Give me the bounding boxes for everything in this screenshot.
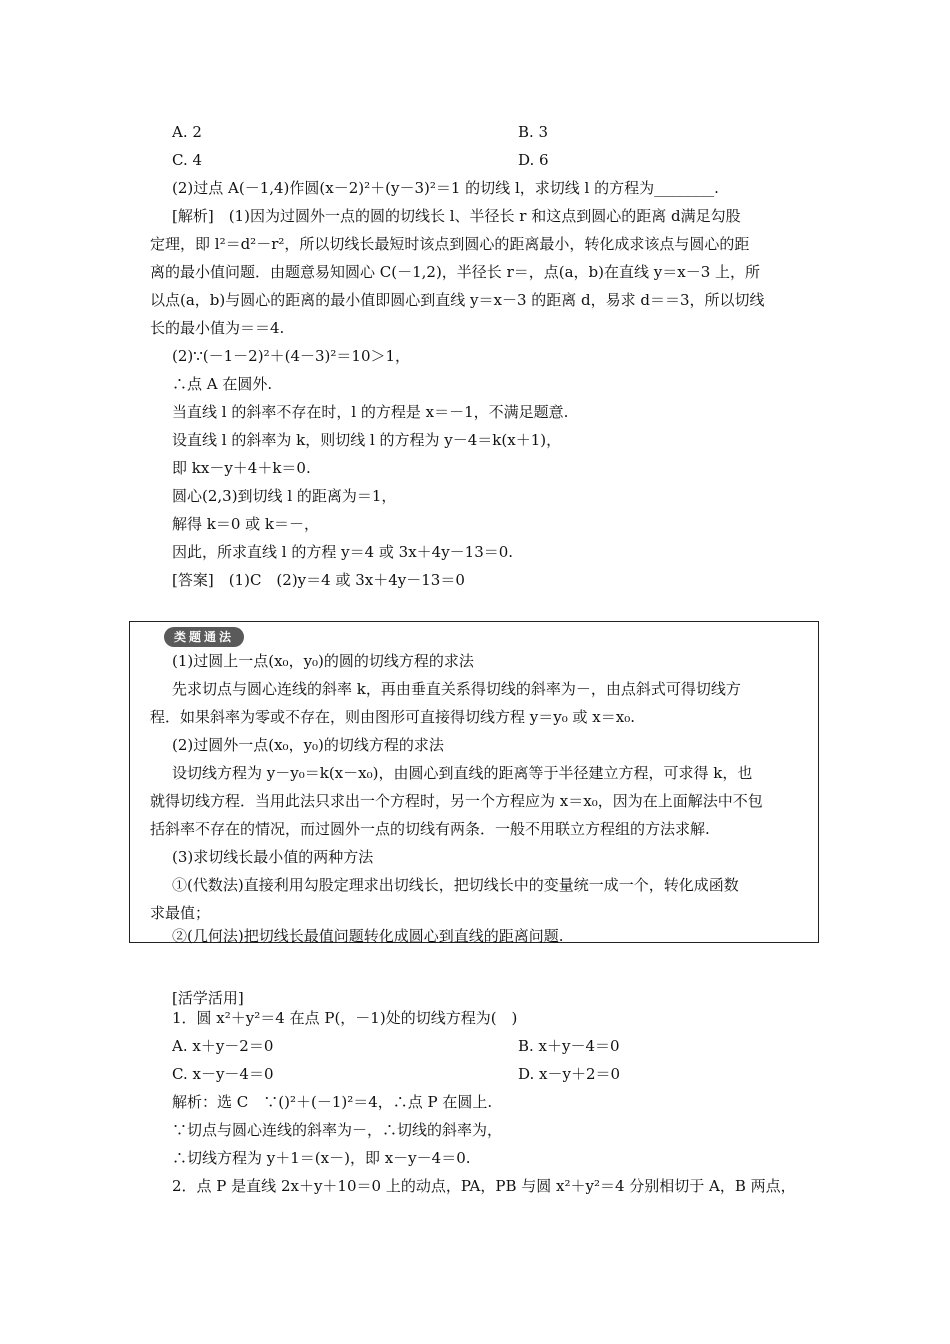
- analysis-line: 长的最小值为＝＝4.: [150, 319, 285, 337]
- method-line: 求最值；: [150, 904, 211, 922]
- solution-line: 解析：选 C ∵()²＋(－1)²＝4，∴点 P 在圆上.: [172, 1093, 493, 1111]
- method-line: (1)过圆上一点(x₀，y₀)的圆的切线方程的求法: [172, 652, 474, 670]
- analysis-line: 圆心(2,3)到切线 l 的距离为＝1，: [172, 487, 397, 505]
- method-line: ②(几何法)把切线长最值问题转化成圆心到直线的距离问题.: [172, 927, 564, 945]
- solution-line: ∴切线方程为 y＋1＝(x－)，即 x－y－4＝0.: [172, 1149, 471, 1167]
- method-badge: 类题通法: [164, 627, 244, 647]
- analysis-line: [解析] (1)因为过圆外一点的圆的切线长 l、半径长 r 和这点到圆心的距离 d满足勾股: [172, 207, 741, 225]
- analysis-line: 即 kx－y＋4＋k＝0.: [172, 459, 311, 477]
- practice-option-a: A. x＋y－2＝0: [172, 1037, 274, 1055]
- answer-line: [答案] (1)C (2)y＝4 或 3x＋4y－13＝0: [172, 571, 465, 589]
- method-line: (3)求切线长最小值的两种方法: [172, 848, 374, 866]
- method-line: 括斜率不存在的情况，而过圆外一点的切线有两条．一般不用联立方程组的方法求解.: [150, 820, 710, 838]
- analysis-line: 定理，即 l²＝d²－r²，所以切线长最短时该点到圆心的距离最小，转化成求该点与圆心的距: [150, 235, 750, 253]
- method-line: ①(代数法)直接利用勾股定理求出切线长，把切线长中的变量统一成一个，转化成函数: [172, 876, 739, 894]
- option-d: D. 6: [518, 151, 549, 169]
- question-2: (2)过点 A(－1,4)作圆(x－2)²＋(y－3)²＝1 的切线 l，求切线 l 的方程为________.: [172, 179, 719, 197]
- solution-line: ∵切点与圆心连线的斜率为－，∴切线的斜率为，: [172, 1121, 503, 1139]
- method-line: 先求切点与圆心连线的斜率 k，再由垂直关系得切线的斜率为－，由点斜式可得切线方: [172, 680, 741, 698]
- method-line: 设切线方程为 y－y₀＝k(x－x₀)，由圆心到直线的距离等于半径建立方程，可求得 k，也: [172, 764, 753, 782]
- analysis-line: 设直线 l 的斜率为 k，则切线 l 的方程为 y－4＝k(x＋1)，: [172, 431, 562, 449]
- option-a: A. 2: [172, 123, 202, 141]
- analysis-line: ∴点 A 在圆外.: [172, 375, 273, 393]
- analysis-line: (2)∵(－1－2)²＋(4－3)²＝10＞1，: [172, 347, 411, 365]
- practice-option-c: C. x－y－4＝0: [172, 1065, 274, 1083]
- practice-question-2: 2．点 P 是直线 2x＋y＋10＝0 上的动点，PA，PB 与圆 x²＋y²＝4 分别相切于 A，B 两点，: [172, 1177, 796, 1195]
- practice-option-b: B. x＋y－4＝0: [518, 1037, 620, 1055]
- practice-heading: [活学活用]: [172, 989, 244, 1007]
- practice-question-1: 1．圆 x²＋y²＝4 在点 P(，－1)处的切线方程为( ): [172, 1009, 518, 1027]
- option-b: B. 3: [518, 123, 549, 141]
- method-line: 就得切线方程．当用此法只求出一个方程时，另一个方程应为 x＝x₀，因为在上面解法中不包: [150, 792, 763, 810]
- practice-option-d: D. x－y＋2＝0: [518, 1065, 621, 1083]
- analysis-line: 离的最小值问题．由题意易知圆心 C(－1,2)，半径长 r＝，点(a，b)在直线 y＝x－3 上，所: [150, 263, 761, 281]
- method-line: 程．如果斜率为零或不存在，则由图形可直接得切线方程 y＝y₀ 或 x＝x₀.: [150, 708, 635, 726]
- analysis-line: 以点(a，b)与圆心的距离的最小值即圆心到直线 y＝x－3 的距离 d，易求 d＝＝3，所以切线: [150, 291, 765, 309]
- analysis-line: 解得 k＝0 或 k＝－，: [172, 515, 320, 533]
- option-c: C. 4: [172, 151, 203, 169]
- analysis-line: 当直线 l 的斜率不存在时，l 的方程是 x＝－1，不满足题意.: [172, 403, 569, 421]
- analysis-line: 因此，所求直线 l 的方程 y＝4 或 3x＋4y－13＝0.: [172, 543, 514, 561]
- method-line: (2)过圆外一点(x₀，y₀)的切线方程的求法: [172, 736, 444, 754]
